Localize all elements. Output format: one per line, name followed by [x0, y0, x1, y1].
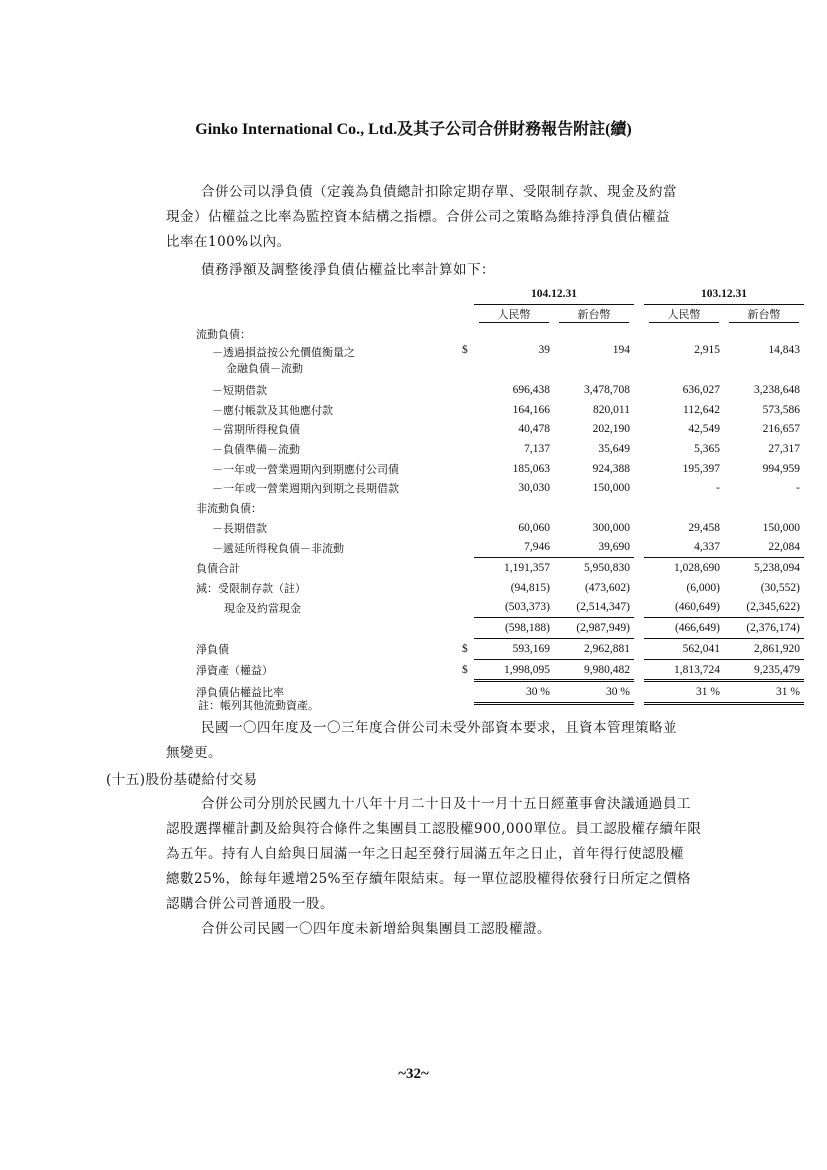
paragraph-line: 認股選擇權計劃及給與符合條件之集團員工認股權900,000單位。員工認股權存續年限 — [166, 821, 702, 837]
currency-symbol — [462, 459, 474, 479]
row-label-text: 淨資產（權益） — [196, 664, 273, 678]
table-cell: 216,657 — [762, 423, 800, 436]
table-cell: 194 — [612, 344, 630, 357]
currency-symbol — [462, 681, 474, 704]
table-cell: 5,365 — [694, 442, 720, 455]
table-cell: 562,041 — [644, 639, 724, 660]
currency-symbol — [462, 498, 474, 518]
table-cell: 195,397 — [682, 462, 720, 475]
table-cell: (466,649) — [644, 618, 724, 639]
table-cell: 7,946 — [474, 538, 554, 558]
table-row — [196, 558, 804, 578]
table-row — [196, 380, 804, 400]
table-cell: 29,458 — [688, 521, 720, 534]
table-cell — [724, 324, 804, 344]
table-cell: (94,815) — [510, 581, 550, 594]
table-cell: 5,238,094 — [754, 562, 800, 575]
table-cell: (2,345,622) — [724, 598, 804, 618]
table-cell: (2,987,949) — [554, 618, 634, 639]
table-cell — [474, 324, 554, 344]
table-year-header — [196, 284, 804, 304]
table-cell — [724, 498, 804, 518]
table-cell: 30 % — [474, 681, 554, 704]
table-row — [196, 344, 804, 380]
row-label-text: －短期借款 — [212, 383, 267, 397]
row-label-text: －透過損益按公允價值衡量之 — [212, 346, 355, 360]
year-header: 103.12.31 — [644, 284, 804, 304]
table-cell: 39 — [538, 344, 550, 357]
row-label-text: 負債合計 — [196, 561, 240, 575]
table-cell: 4,337 — [644, 538, 724, 558]
table-cell: 39,690 — [554, 538, 634, 558]
column-header: 新台幣 — [729, 306, 799, 323]
paragraph-line: 民國一〇四年度及一〇三年度合併公司未受外部資本要求，且資本管理策略並 — [201, 720, 677, 736]
table-row — [196, 639, 804, 660]
paragraph-line: 總數25%，餘每年遞增25%至存續年限結束。每一單位認股權得依發行日所定之價格 — [166, 871, 692, 887]
table-cell: 9,235,479 — [724, 659, 804, 681]
paragraph-line: 為五年。持有人自給與日屆滿一年之日起至發行屆滿五年之日止，首年得行使認股權 — [166, 846, 684, 862]
section-title: (十五)股份基礎給付交易 — [106, 772, 258, 788]
row-label — [196, 598, 462, 618]
currency-symbol — [462, 439, 474, 459]
row-label — [196, 324, 462, 344]
table-cell: - — [716, 482, 720, 495]
row-label-text: －遞延所得稅負債－非流動 — [212, 541, 344, 555]
currency-symbol — [462, 419, 474, 439]
page-header: Ginko International Co., Ltd.及其子公司合併財務報告附註(續) — [195, 121, 632, 138]
table-cell — [474, 498, 554, 518]
column-header: 人民幣 — [479, 306, 549, 323]
table-cell: 994,959 — [762, 462, 800, 475]
table-cell: 150,000 — [762, 521, 800, 534]
table-cell — [554, 498, 634, 518]
paragraph-line: 合併公司以淨負債（定義為負債總計扣除定期存單、受限制存款、現金及約當 — [201, 184, 677, 200]
row-label-text: －長期借款 — [212, 521, 267, 535]
table-cell: 27,317 — [768, 442, 800, 455]
table-cell: 300,000 — [592, 521, 630, 534]
table-cell: 820,011 — [593, 403, 630, 416]
row-label-text: 金融負債－流動 — [226, 362, 303, 376]
table-cell: (460,649) — [644, 598, 724, 618]
table-cell: 2,861,920 — [724, 639, 804, 660]
currency-symbol: $ — [462, 642, 468, 655]
table-row — [196, 659, 804, 681]
table-cell: 14,843 — [768, 344, 800, 357]
table-cell: 22,084 — [724, 538, 804, 558]
row-label — [196, 639, 462, 660]
table-cell: 164,166 — [512, 403, 550, 416]
table-cell: 1,028,690 — [674, 562, 720, 575]
table-cell: (6,000) — [686, 581, 720, 594]
table-cell: 636,027 — [682, 383, 720, 396]
currency-symbol — [462, 618, 474, 639]
row-label — [196, 578, 462, 598]
table-row — [196, 498, 804, 518]
table-cell — [644, 498, 724, 518]
table-cell: - — [796, 482, 800, 495]
table-cell: 202,190 — [592, 423, 630, 436]
table-row — [196, 439, 804, 459]
table-row — [196, 479, 804, 499]
currency-symbol — [462, 324, 474, 344]
capital-requirement-paragraph — [166, 716, 751, 766]
currency-symbol — [462, 538, 474, 558]
row-label — [196, 344, 462, 380]
table-cell: 573,586 — [762, 403, 800, 416]
currency-symbol — [462, 518, 474, 538]
column-header: 人民幣 — [649, 306, 719, 323]
table-cell: 5,950,830 — [584, 562, 630, 575]
table-cell: 1,191,357 — [504, 562, 550, 575]
table-cell: 40,478 — [518, 423, 550, 436]
table-cell: (2,514,347) — [554, 598, 634, 618]
currency-symbol — [462, 578, 474, 598]
row-label — [196, 518, 462, 538]
paragraph-line: 比率在100%以內。 — [166, 234, 291, 250]
paragraph-line: 現金）佔權益之比率為監控資本結構之指標。合併公司之策略為維持淨負債佔權益 — [166, 209, 670, 225]
column-header: 新台幣 — [559, 306, 629, 323]
table-cell: (503,373) — [474, 598, 554, 618]
row-label-text: 流動負債： — [196, 328, 251, 342]
table-cell: 593,169 — [474, 639, 554, 660]
row-label — [196, 439, 462, 459]
table-cell: 696,438 — [512, 383, 550, 396]
table-row — [196, 538, 804, 558]
row-label-text: －一年或一營業週期內到期之長期借款 — [212, 482, 399, 496]
row-label-text: －當期所得稅負債 — [212, 423, 300, 437]
net-debt-table — [196, 284, 804, 705]
currency-symbol — [462, 558, 474, 578]
row-label-text: 減：受限制存款（註） — [196, 581, 306, 595]
paragraph-line: 合併公司民國一〇四年度未新增給與集團員工認股權證。 — [201, 921, 551, 937]
table-cell: (2,376,174) — [724, 618, 804, 639]
table-cell: 2,962,881 — [554, 639, 634, 660]
currency-symbol: $ — [462, 344, 468, 357]
currency-symbol — [462, 380, 474, 400]
row-label-text: 淨負債佔權益比率 — [196, 686, 284, 700]
row-label — [196, 479, 462, 499]
table-cell: 3,238,648 — [754, 383, 800, 396]
table-title: 債務淨額及調整後淨負債佔權益比率計算如下： — [201, 262, 495, 278]
table-cell: 9,980,482 — [554, 659, 634, 681]
row-label-text: －負債準備－流動 — [212, 442, 300, 456]
table-row — [196, 518, 804, 538]
table-cell: 3,478,708 — [584, 383, 630, 396]
table-cell: 42,549 — [688, 423, 720, 436]
row-label-text: 淨負債 — [196, 642, 229, 656]
row-label — [196, 659, 462, 681]
table-row — [196, 324, 804, 344]
table-column-header — [196, 304, 804, 324]
paragraph-line: 認購合併公司普通股一股。 — [166, 896, 334, 912]
table-cell: (598,188) — [474, 618, 554, 639]
table-row — [196, 419, 804, 439]
table-cell: 60,060 — [518, 521, 550, 534]
row-label-text: －一年或一營業週期內到期應付公司債 — [212, 462, 399, 476]
currency-symbol — [462, 598, 474, 618]
table-row — [196, 400, 804, 420]
table-row — [196, 618, 804, 639]
row-label-text: 現金及約當現金 — [224, 601, 301, 615]
currency-symbol — [462, 400, 474, 420]
table-note: 註：帳列其他流動資產。 — [198, 699, 319, 712]
table-cell: (473,602) — [584, 581, 630, 594]
share-based-payment-paragraph — [166, 792, 751, 942]
currency-symbol — [462, 479, 474, 499]
table-cell: 185,063 — [512, 462, 550, 475]
table-cell: 2,915 — [694, 344, 720, 357]
row-label — [196, 400, 462, 420]
capital-management-paragraph — [166, 180, 751, 255]
row-label — [196, 419, 462, 439]
table-cell — [554, 324, 634, 344]
table-cell: (30,552) — [760, 581, 800, 594]
paragraph-line: 無變更。 — [166, 745, 222, 761]
table-cell: 7,137 — [524, 442, 550, 455]
table-cell: 30,030 — [518, 482, 550, 495]
table-row — [196, 459, 804, 479]
row-label — [196, 618, 462, 639]
table-row — [196, 578, 804, 598]
row-label-text: －應付帳款及其他應付款 — [212, 403, 333, 417]
table-cell: 924,388 — [592, 462, 630, 475]
table-cell: 1,813,724 — [644, 659, 724, 681]
row-label-text: 非流動負債： — [196, 502, 262, 516]
row-label — [196, 459, 462, 479]
table-cell: 30 % — [554, 681, 634, 704]
row-label — [196, 538, 462, 558]
paragraph-line: 合併公司分別於民國九十八年十月二十日及十一月十五日經董事會決議通過員工 — [201, 796, 691, 812]
table-cell: 35,649 — [598, 442, 630, 455]
page-number: ~32~ — [398, 1066, 429, 1082]
row-label — [196, 380, 462, 400]
currency-symbol: $ — [462, 664, 468, 677]
row-label — [196, 498, 462, 518]
table-cell: 31 % — [644, 681, 724, 704]
table-cell: 1,998,095 — [474, 659, 554, 681]
table-cell: 31 % — [724, 681, 804, 704]
year-header: 104.12.31 — [474, 284, 634, 304]
table-cell — [644, 324, 724, 344]
table-cell: 112,642 — [683, 403, 720, 416]
table-row — [196, 598, 804, 618]
row-label — [196, 558, 462, 578]
table-cell: 150,000 — [592, 482, 630, 495]
